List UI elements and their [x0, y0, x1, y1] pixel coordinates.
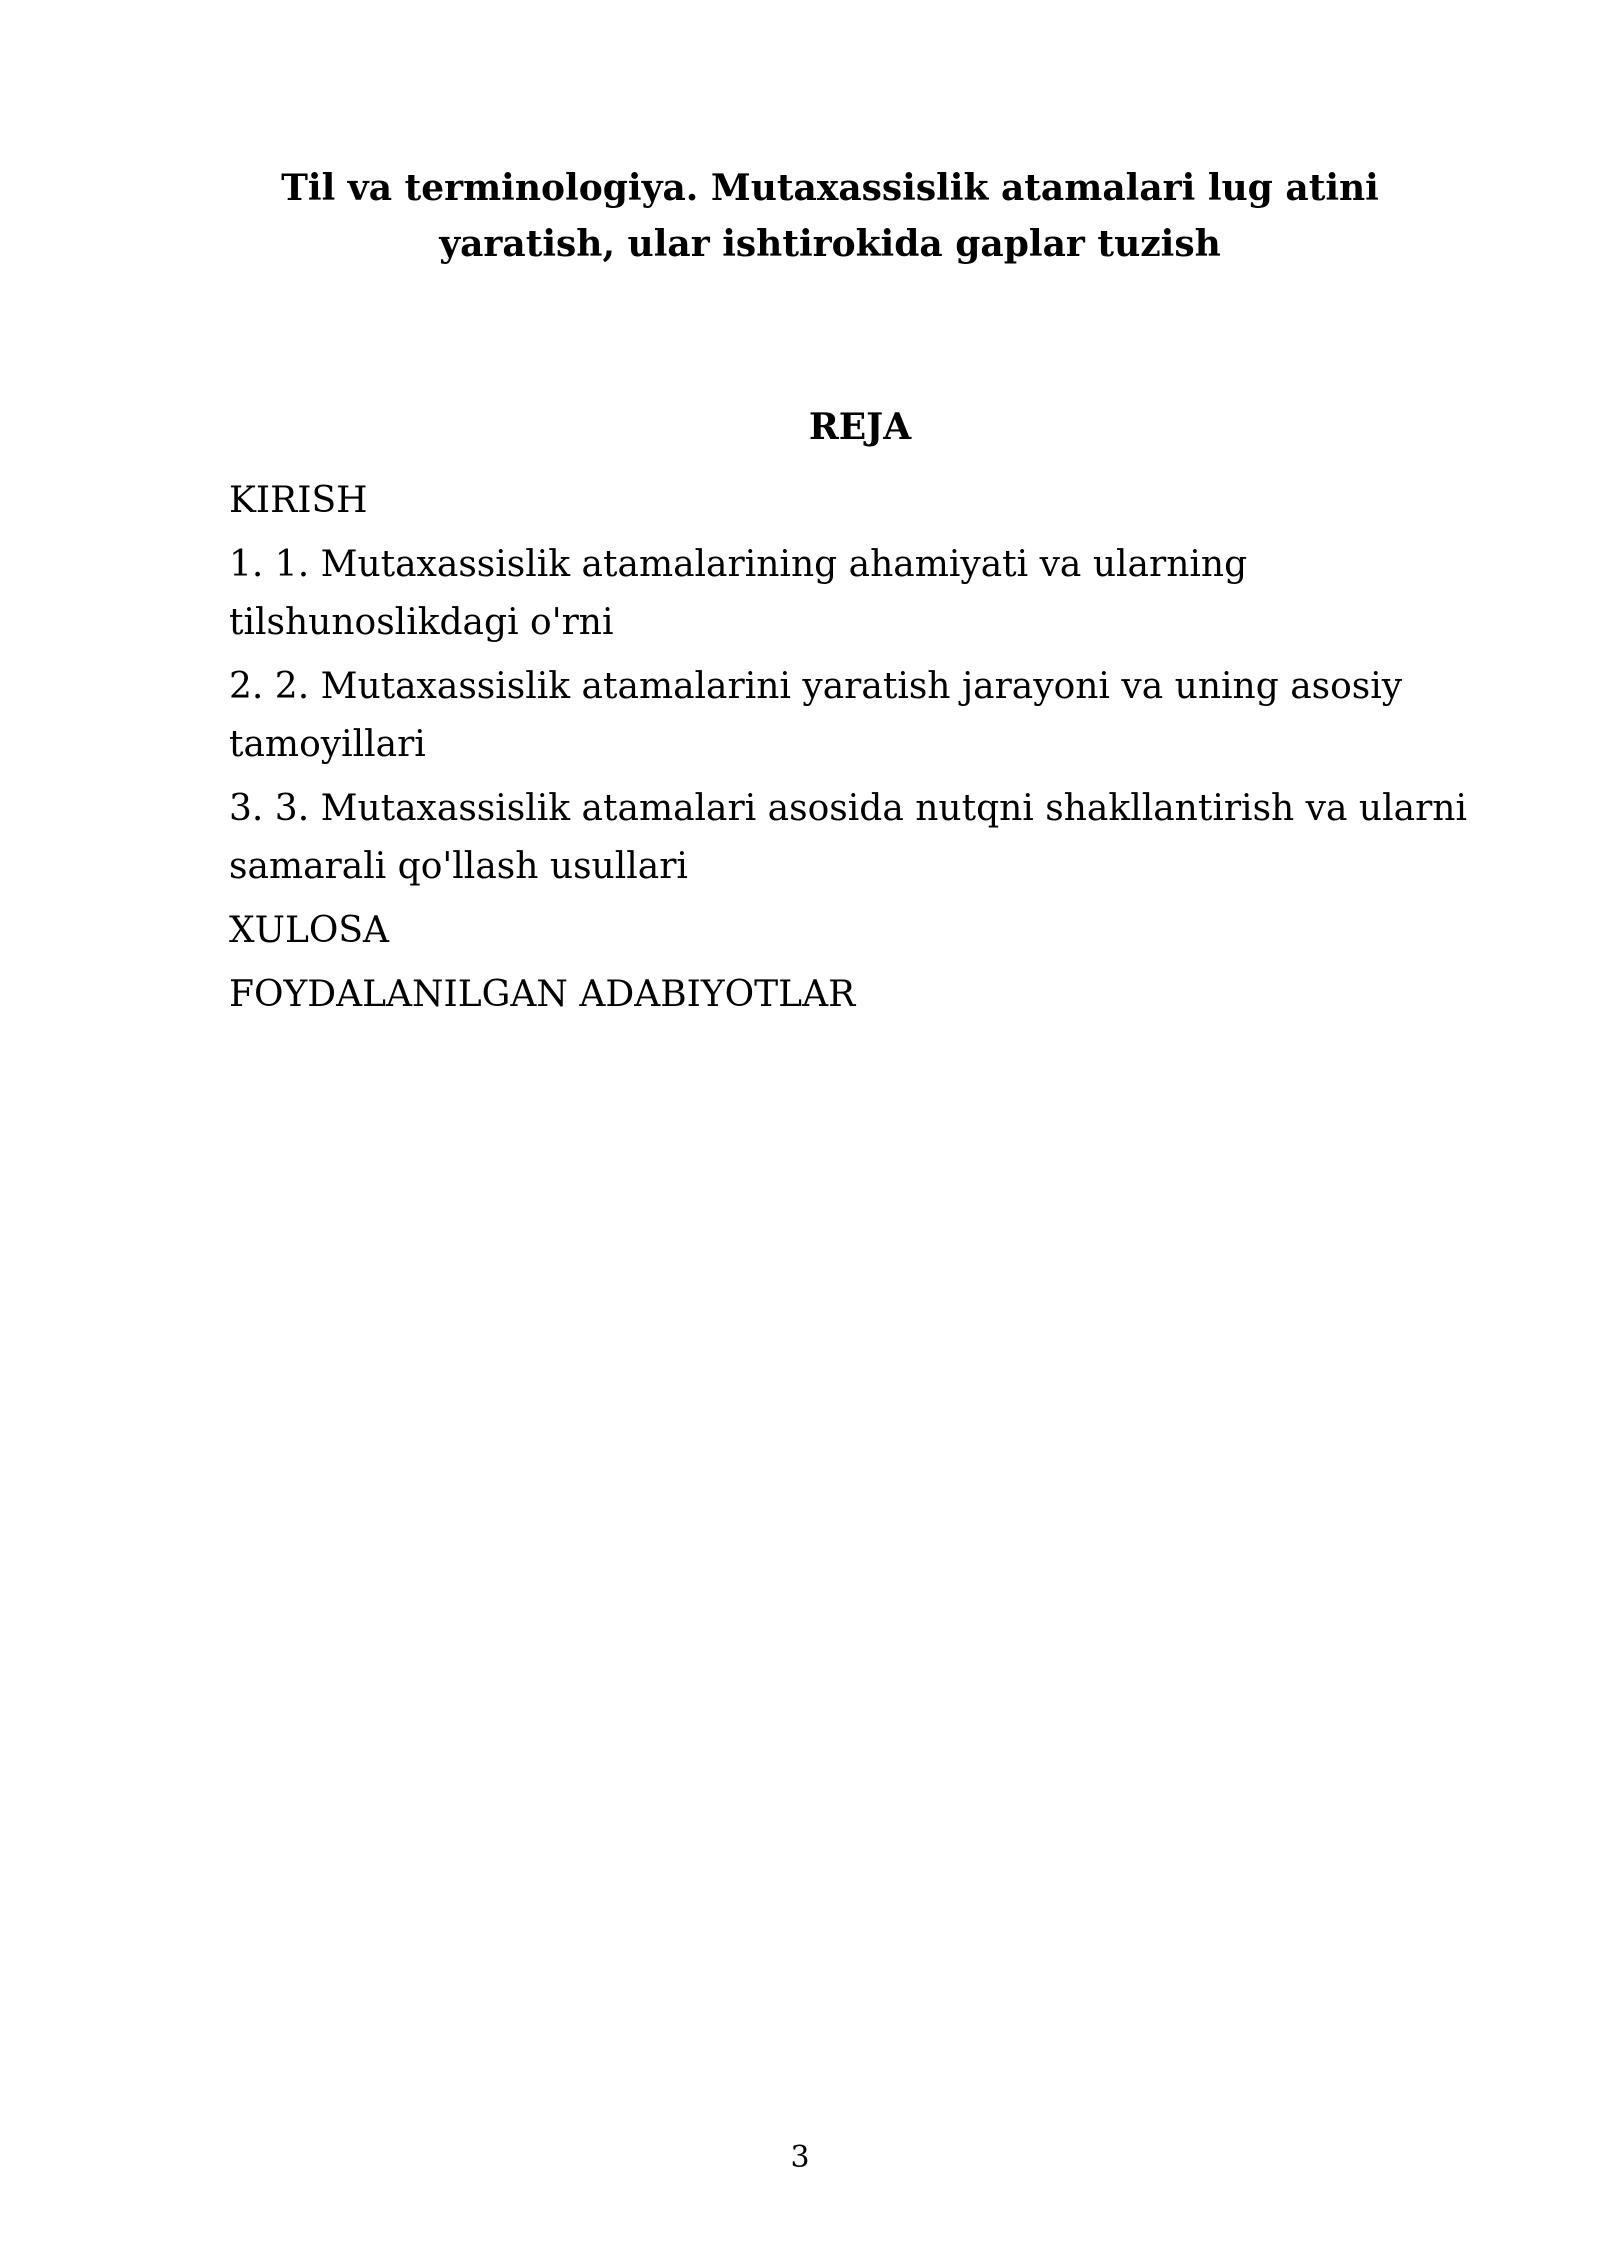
- plan-item-section-1: 1. 1. Mutaxassislik atamalarining ahamiyati va ularning tilshunoslikdagi o'rni: [229, 544, 1248, 643]
- plan-heading: REJA: [808, 406, 912, 448]
- plan-item-references: FOYDALANILGAN ADABIYOTLAR: [229, 974, 856, 1015]
- plan-item-conclusion: XULOSA: [229, 910, 390, 951]
- page-number: 3: [790, 2140, 810, 2175]
- plan-list: [229, 472, 1519, 1030]
- plan-item-section-2: 2. 2. Mutaxassislik atamalarini yaratish jarayoni va uning asosiy tamoyillari: [229, 666, 1403, 765]
- plan-item-introduction: KIRISH: [229, 480, 368, 521]
- document-title: Til va terminologiya. Mutaxassislik atamalari lug atini yaratish, ular ishtirokida gaplar tuzish: [281, 167, 1379, 265]
- plan-item-section-3: 3. 3. Mutaxassislik atamalari asosida nutqni shakllantirish va ularni samarali qo'llash usullari: [229, 788, 1467, 887]
